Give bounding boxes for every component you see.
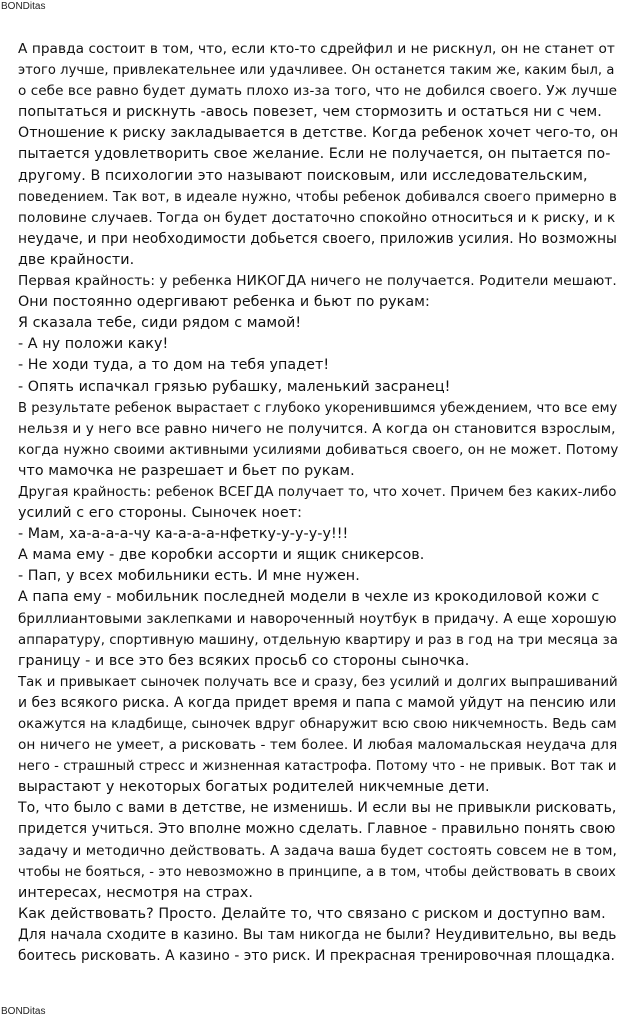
text-line: Другая крайность: ребенок ВСЕГДА получает то, что хочет. Причем без каких-либо [18, 484, 617, 500]
header-watermark: BONDitas [1, 1, 46, 12]
text-line: пытается удовлетворить свое желание. Если не получается, он пытается по- [18, 146, 611, 163]
text-line: А правда состоит в том, что, если кто-то сдрейфил и не рискнул, он не станет от [18, 41, 615, 57]
text-line: поведением. Так вот, в идеале нужно, чтобы ребенок добивался своего примерно в [18, 189, 617, 205]
text-line: В результате ребенок вырастает с глубоко укоренившимся убеждением, что все ему [18, 400, 618, 416]
text-line: Они постоянно одергивают ребенка и бьют по рукам: [18, 294, 430, 311]
text-line: бриллиантовыми заклепками и навороченный ноутбук в придачу. А еще хорошую [18, 610, 617, 627]
text-line: он ничего не умеет, а рисковать - тем более. И любая маломальская неудача для [18, 737, 618, 754]
text-line: него - страшный стресс и жизненная катастрофа. Потому что - не привык. Вот так и [18, 759, 617, 775]
text-line: две крайности. [18, 251, 135, 268]
text-line: половине случаев. Тогда он будет достаточно спокойно относиться и к риску, и к [18, 209, 616, 226]
text-line: что мамочка не разрешает и бьет по рукам. [18, 462, 355, 479]
text-line: То, что было с вами в детстве, не изменишь. И если вы не привыкли рисковать, [18, 800, 617, 817]
text-line: когда нужно своими активными усилиями добиваться своего, он не может. Потому [18, 442, 619, 458]
text-line: - Мам, ха-а-а-а-чу ка-а-а-а-нфетку-у-у-у-у!!! [18, 526, 349, 543]
text-line: Для начала сходите в казино. Вы там никогда не были? Неудивительно, вы ведь [18, 926, 617, 943]
text-line: придется учиться. Это вполне можно сделать. Главное - правильно понять свою [18, 821, 616, 838]
text-line: попытаться и рискнуть -авось повезет, чем стормозить и остаться ни с чем. [18, 104, 602, 121]
text-line: вырастают у некоторых богатых родителей никчемные дети. [18, 779, 490, 796]
footer-watermark: BONDitas [1, 1006, 46, 1017]
text-line: интересах, несмотря на страх. [18, 884, 254, 901]
text-line: А мама ему - две коробки ассорти и ящик сникерсов. [18, 547, 425, 564]
text-line: Отношение к риску закладывается в детстве. Когда ребенок хочет чего-то, он [18, 125, 619, 142]
text-line: - Пап, у всех мобильники есть. И мне нужен. [18, 568, 360, 585]
text-line: нельзя и у него все равно ничего не получится. А когда он становится взрослым, [18, 420, 616, 437]
text-line: неудаче, и при необходимости добьется своего, приложив усилия. Но возможны [18, 230, 617, 247]
text-line: чтобы не бояться, - это невозможно в принципе, а в том, чтобы действовать в своих [18, 864, 616, 880]
text-line: Первая крайность: у ребенка НИКОГДА ничего не получается. Родители мешают. [18, 273, 617, 290]
text-line: - А ну положи каку! [18, 336, 169, 353]
text-line: - Опять испачкал грязью рубашку, маленький засранец! [18, 378, 451, 395]
text-line: границу - и все это без всяких просьб со стороны сыночка. [18, 652, 470, 669]
text-line: усилий с его стороны. Сыночек ноет: [18, 505, 302, 522]
text-line: Как действовать? Просто. Делайте то, что связано с риском и доступно вам. [18, 905, 606, 922]
page-body-text [18, 39, 618, 967]
text-line: аппаратуру, спортивную машину, отдельную квартиру и раз в год на три месяца за [18, 632, 618, 648]
text-line: - Не ходи туда, а то дом на тебя упадет! [18, 357, 330, 374]
text-line: этого лучше, привлекательнее или удачливее. Он останется таким же, каким был, а [18, 63, 615, 79]
text-line: задачу и методично действовать. А задача ваша будет состоять совсем не в том, [18, 842, 617, 859]
text-line: Я сказала тебе, сиди рядом с мамой! [18, 315, 302, 332]
text-line: А папа ему - мобильник последней модели в чехле из крокодиловой кожи с [18, 589, 600, 606]
text-line: о себе все равно будет думать плохо из-за того, что не добился своего. Уж лучше [18, 83, 618, 100]
text-line: Так и привыкает сыночек получать все и сразу, без усилий и долгих выпрашиваний [18, 674, 618, 690]
text-line: и без всякого риска. А когда придет время и папа с мамой уйдут на пенсию или [18, 694, 617, 711]
text-line: боитесь рисковать. А казино - это риск. И прекрасная тренировочная площадка. [18, 948, 615, 965]
text-line: другому. В психологии это называют поисковым, или исследовательским, [18, 167, 588, 184]
text-line: окажутся на кладбище, сыночек вдруг обнаружит всю свою никчемность. Ведь сам [18, 717, 617, 732]
